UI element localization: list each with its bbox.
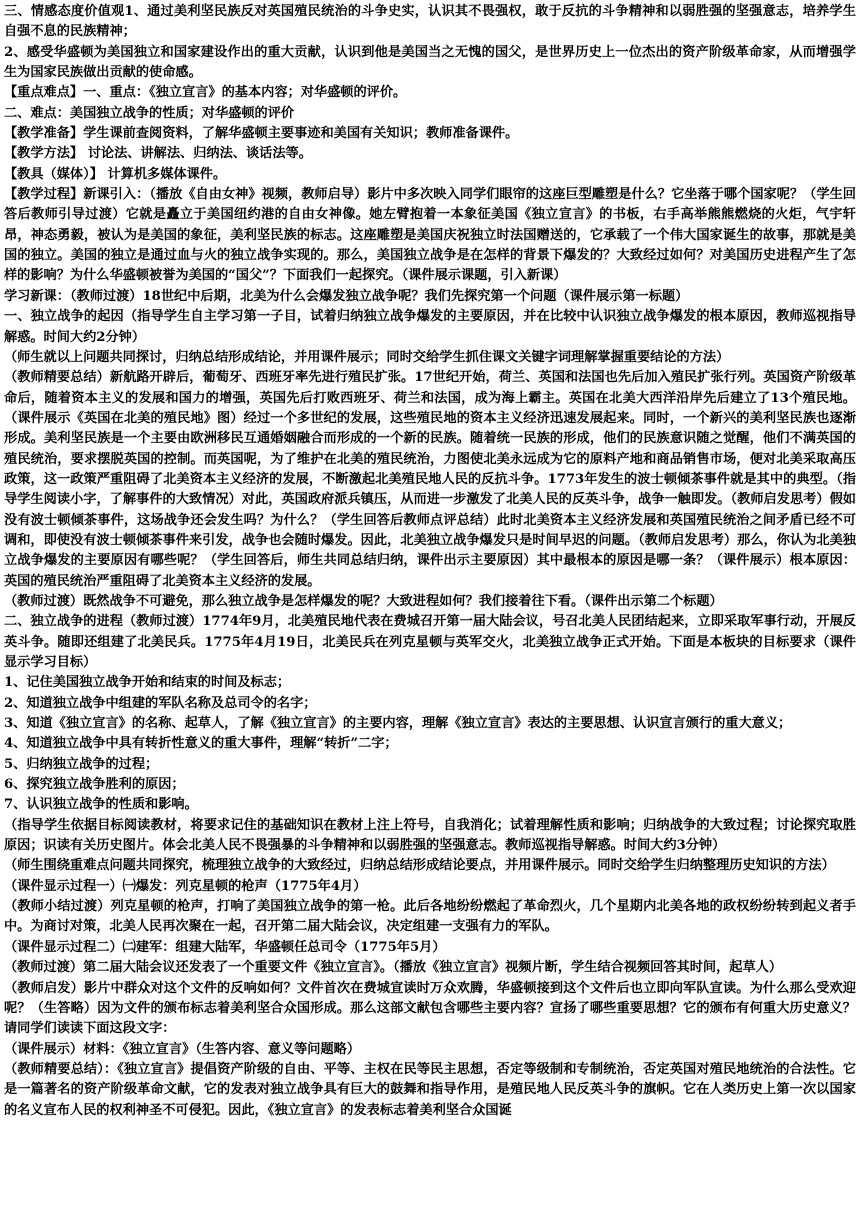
paragraph-teacher-prompt: （教师启发）影片中群众对这个文件的反响如何？文件首次在费城宣读时万众欢腾，华盛顿接到这个文件后也立即向军队宣读。为什么那么受欢迎呢？（生答略）因为文件的颁布标志着美利坚合众国形成。那么这部文献包含哪些主要内容？宣扬了哪些重要思想？它的颁布有何重大历史意义？请同学们读读下面这段文字： [4, 980, 856, 1037]
paragraph-media: 【教具（媒体）】 计算机多媒体课件。 [4, 166, 227, 182]
paragraph-section-1-heading: 一、独立战争的起因（指导学生自主学习第一子目，试着归纳独立战争爆发的主要原因，并在比较中认识独立战争爆发的根本原因，教师巡视指导解惑。时间大约2分钟） [4, 309, 856, 345]
goal-item-4: 4、知道独立战争中具有转折性意义的重大事件，理解“转折”二字； [4, 736, 398, 752]
paragraph-process-1: （课件显示过程一）㈠爆发：列克星顿的枪声（1775年4月） [4, 878, 367, 894]
goal-item-5: 5、归纳独立战争的过程； [4, 756, 159, 772]
paragraph-emotion-values-2: 2、感受华盛顿为美国独立和国家建设作出的重大贡献，认识到他是美国当之无愧的国父，是世界历史上一位杰出的资产阶级革命家，从而增强学生为国家民族做出贡献的使命感。 [4, 44, 856, 81]
paragraph-joint-inquiry: （师生围绕重难点问题共同探究，梳理独立战争的大致经过，归纳总结形成结论要点，并用课件展示。同时交给学生归纳整理历史知识的方法） [4, 858, 835, 874]
paragraph-methods: 【教学方法】 讨论法、讲解法、归纳法、谈话法等。 [4, 146, 312, 162]
goal-item-1: 1、记住美国独立战争开始和结束的时间及标志； [4, 675, 291, 691]
paragraph-preparation: 【教学准备】学生课前查阅资料，了解华盛顿主要事迹和美国有关知识；教师准备课件。 [4, 126, 519, 142]
paragraph-material: （课件展示）材料：《独立宣言》（生答内容、意义等问题略） [4, 1041, 361, 1057]
paragraph-emotion-values-1: 三、情感态度价值观1、通过美利坚民族反对英国殖民统治的斗争史实，认识其不畏强权，敢于反抗的斗争精神和以弱胜强的坚强意志，培养学生自强不息的民族精神； [4, 4, 856, 40]
paragraph-teacher-summary-1: （教师精要总结）新航路开辟后，葡萄牙、西班牙率先进行殖民扩张。17世纪开始，荷兰、英国和法国也先后加入殖民扩张行列。英国资产阶级革命后，随着资本主义的发展和国力的增强，英国先后打败西班牙、荷兰和法国，成为海上霸主。英国在北美大西洋沿岸先后建立了13个殖民地。（课件展示《英国在北美的殖民地》图）经过一个多世纪的发展，这些殖民地的资本主义经济迅速发展起来。同时，一个新兴的美利坚民族也逐渐形成。美利坚民族是一个主要由欧洲移民互通婚姻融合而形成的一个新的民族。随着统一民族的形成，他们的民族意识随之觉醒，他们不满英国的殖民统治，要求摆脱英国的控制。而英国呢，为了维护在北美的殖民统治，力图使北美永远成为它的原料产地和商品销售市场，便对北美采取高压政策，这一政策严重阻碍了北美资本主义经济的发展，不断激起北美殖民地人民的反抗斗争。1773年发生的波士顿倾茶事件就是其中的典型。（指导学生阅读小字，了解事件的大致情况）对此，英国政府派兵镇压，从而进一步激发了北美人民的反英斗争，战争一触即发。（教师启发思考）假如没有波士顿倾茶事件，这场战争还会发生吗？为什么？（学生回答后教师点评总结）此时北美资本主义经济发展和英国殖民统治之间矛盾已经不可调和，即使没有波士顿倾茶事件来引发，战争也会随时爆发。因此，北美独立战争爆发只是时间早迟的问题。（教师启发思考）那么，你认为北美独立战争爆发的主要原因有哪些呢？（学生回答后，师生共同总结归纳，课件出示主要原因）其中最根本的原因是哪一条？（课件展示）根本原因：英国的殖民统治严重阻碍了北美资本主义经济的发展。 [4, 370, 856, 589]
paragraph-declaration-video: （教师过渡）第二届大陆会议还发表了一个重要文件《独立宣言》。（播放《独立宣言》视频片断，学生结合视频回答其时间，起草人） [4, 960, 783, 976]
paragraph-section-2-heading: 二、独立战争的进程（教师过渡）1774年9月，北美殖民地代表在费城召开第一届大陆会议，号召北美人民团结起来，立即采取军事行动，开展反英斗争。随即还组建了北美民兵。1775年4月19日，北美民兵在列克星顿与英军交火，北美独立战争正式开始。下面是本板块的目标要求（课件显示学习目标） [4, 614, 856, 670]
paragraph-teacher-transition-lexington: （教师小结过渡）列克星顿的枪声，打响了美国独立战争的第一枪。此后各地纷纷燃起了革命烈火，几个星期内北美各地的政权纷纷转到起义者手中。为商讨对策，北美人民再次聚在一起，召开第二届大陆会议，决定组建一支强有力的军队。 [4, 899, 856, 935]
goal-item-3: 3、知道《独立宣言》的名称、起草人，了解《独立宣言》的主要内容，理解《独立宣言》表达的主要思想、认识宣言颁行的重大意义； [4, 716, 792, 732]
paragraph-difficulties: 二、难点：美国独立战争的性质；对华盛顿的评价 [4, 105, 295, 121]
paragraph-new-lesson: 学习新课：（教师过渡）18世纪中后期，北美为什么会爆发独立战争呢？我们先探究第一个问题（课件展示第一标题） [4, 288, 689, 304]
paragraph-reading-guide: （指导学生依据目标阅读教材，将要求记住的基础知识在教材上注上符号，自我消化；试着理解性质和影响；归纳战争的大致过程；讨论探究取胜原因；识读有关历史图片。体会北美人民不畏强暴的斗争精神和以弱胜强的坚强意志。教师巡视指导解惑。时间大约3分钟） [4, 817, 856, 854]
paragraph-key-points: 【重点难点】一、重点：《独立宣言》的基本内容；对华盛顿的评价。 [4, 85, 407, 101]
goal-item-2: 2、知道独立战争中组建的军队名称及总司令的名字； [4, 695, 317, 711]
goal-item-6: 6、探究独立战争胜利的原因； [4, 777, 185, 793]
paragraph-transition-2: （教师过渡）既然战争不可避免，那么独立战争是怎样爆发的呢？大致进程如何？我们接着往下看。（课件出示第二个标题） [4, 593, 723, 609]
paragraph-process-2: （课件显示过程二）㈡建军：组建大陆军，华盛顿任总司令（1775年5月） [4, 939, 446, 955]
goal-item-7: 7、认识独立战争的性质和影响。 [4, 797, 198, 813]
paragraph-discussion-1: （师生就以上问题共同探讨，归纳总结形成结论，并用课件展示；同时交给学生抓住课文关键字词理解掌握重要结论的方法） [4, 349, 730, 365]
paragraph-lesson-intro: 【教学过程】新课引入：（播放《自由女神》视频，教师启导）影片中多次映入同学们眼帘的这座巨型雕塑是什么？它坐落于哪个国家呢？（学生回答后教师引导过渡）它就是矗立于美国纽约港的自由女神像。她左臂抱着一本象征美国《独立宣言》的书板，右手高举熊熊燃烧的火炬，气宇轩昂，神态勇毅，被认为是美国的象征，美利坚民族的标志。这座雕塑是美国庆祝独立时法国赠送的，它承载了一个伟大国家诞生的故事，那就是美国的独立。美国的独立是通过血与火的独立战争实现的。那么，美国独立战争是在怎样的背景下爆发的？大致经过如何？对美国历史进程产生了怎样的影响？为什么华盛顿被誉为美国的“国父”？下面我们一起探究。（课件展示课题，引入新课） [4, 187, 856, 284]
paragraph-declaration-summary: （教师精要总结）：《独立宣言》提倡资产阶级的自由、平等、主权在民等民主思想，否定等级制和专制统治，否定英国对殖民地统治的合法性。它是一篇著名的资产阶级革命文献，它的发表对独立战争具有巨大的鼓舞和指导作用，是殖民地人民反英斗争的旗帜。它在人类历史上第一次以国家的名义宣布人民的权利神圣不可侵犯。因此，《独立宣言》的发表标志着美利坚合众国诞 [4, 1061, 856, 1118]
